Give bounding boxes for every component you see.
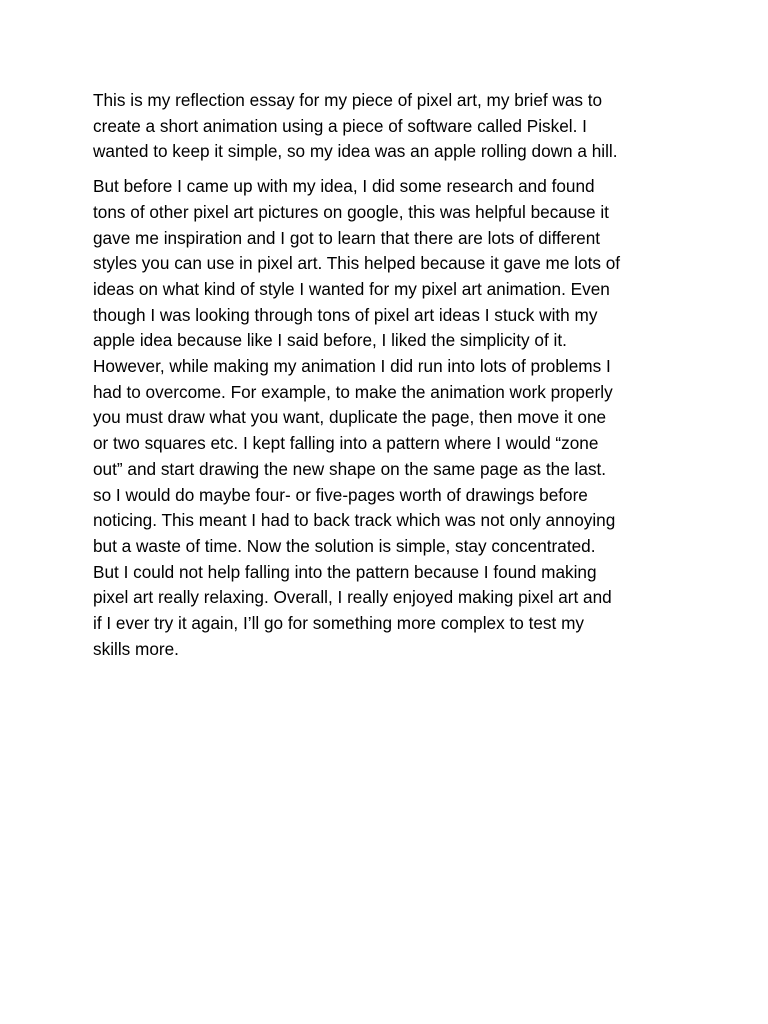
essay-body bbox=[93, 88, 683, 662]
text-line: noticing. This meant I had to back track which was not only annoying bbox=[93, 510, 616, 531]
text-line: apple idea because like I said before, I liked the simplicity of it. bbox=[93, 330, 567, 351]
text-line: but a waste of time. Now the solution is simple, stay concentrated. bbox=[93, 535, 596, 556]
text-line: But I could not help falling into the pattern because I found making bbox=[93, 561, 597, 582]
text-line: you must draw what you want, duplicate the page, then move it one bbox=[93, 407, 607, 428]
text-line: or two squares etc. I kept falling into a pattern where I would “zone bbox=[93, 433, 599, 454]
text-line: had to overcome. For example, to make the animation work properly bbox=[93, 381, 613, 402]
text-line: tons of other pixel art pictures on google, this was helpful because it bbox=[93, 201, 609, 222]
text-line: so I would do maybe four- or five-pages worth of drawings before bbox=[93, 484, 588, 505]
text-line: if I ever try it again, I’ll go for something more complex to test my bbox=[93, 613, 584, 634]
paragraph-intro bbox=[93, 88, 683, 165]
text-line: out” and start drawing the new shape on the same page as the last. bbox=[93, 458, 607, 479]
text-line: pixel art really relaxing. Overall, I really enjoyed making pixel art and bbox=[93, 587, 612, 608]
text-line: styles you can use in pixel art. This helped because it gave me lots of bbox=[93, 253, 621, 274]
text-line: However, while making my animation I did run into lots of problems I bbox=[93, 356, 611, 377]
text-line: wanted to keep it simple, so my idea was an apple rolling down a hill. bbox=[93, 141, 618, 162]
paragraph-reflection bbox=[93, 174, 683, 662]
text-line: gave me inspiration and I got to learn that there are lots of different bbox=[93, 227, 601, 248]
text-line: This is my reflection essay for my piece of pixel art, my brief was to bbox=[93, 90, 603, 110]
text-line: skills more. bbox=[93, 638, 179, 659]
text-line: ideas on what kind of style I wanted for my pixel art animation. Even bbox=[93, 278, 610, 299]
text-line: create a short animation using a piece of software called Piskel. I bbox=[93, 115, 587, 136]
text-line: though I was looking through tons of pixel art ideas I stuck with my bbox=[93, 304, 598, 325]
text-line: But before I came up with my idea, I did some research and found bbox=[93, 176, 595, 197]
